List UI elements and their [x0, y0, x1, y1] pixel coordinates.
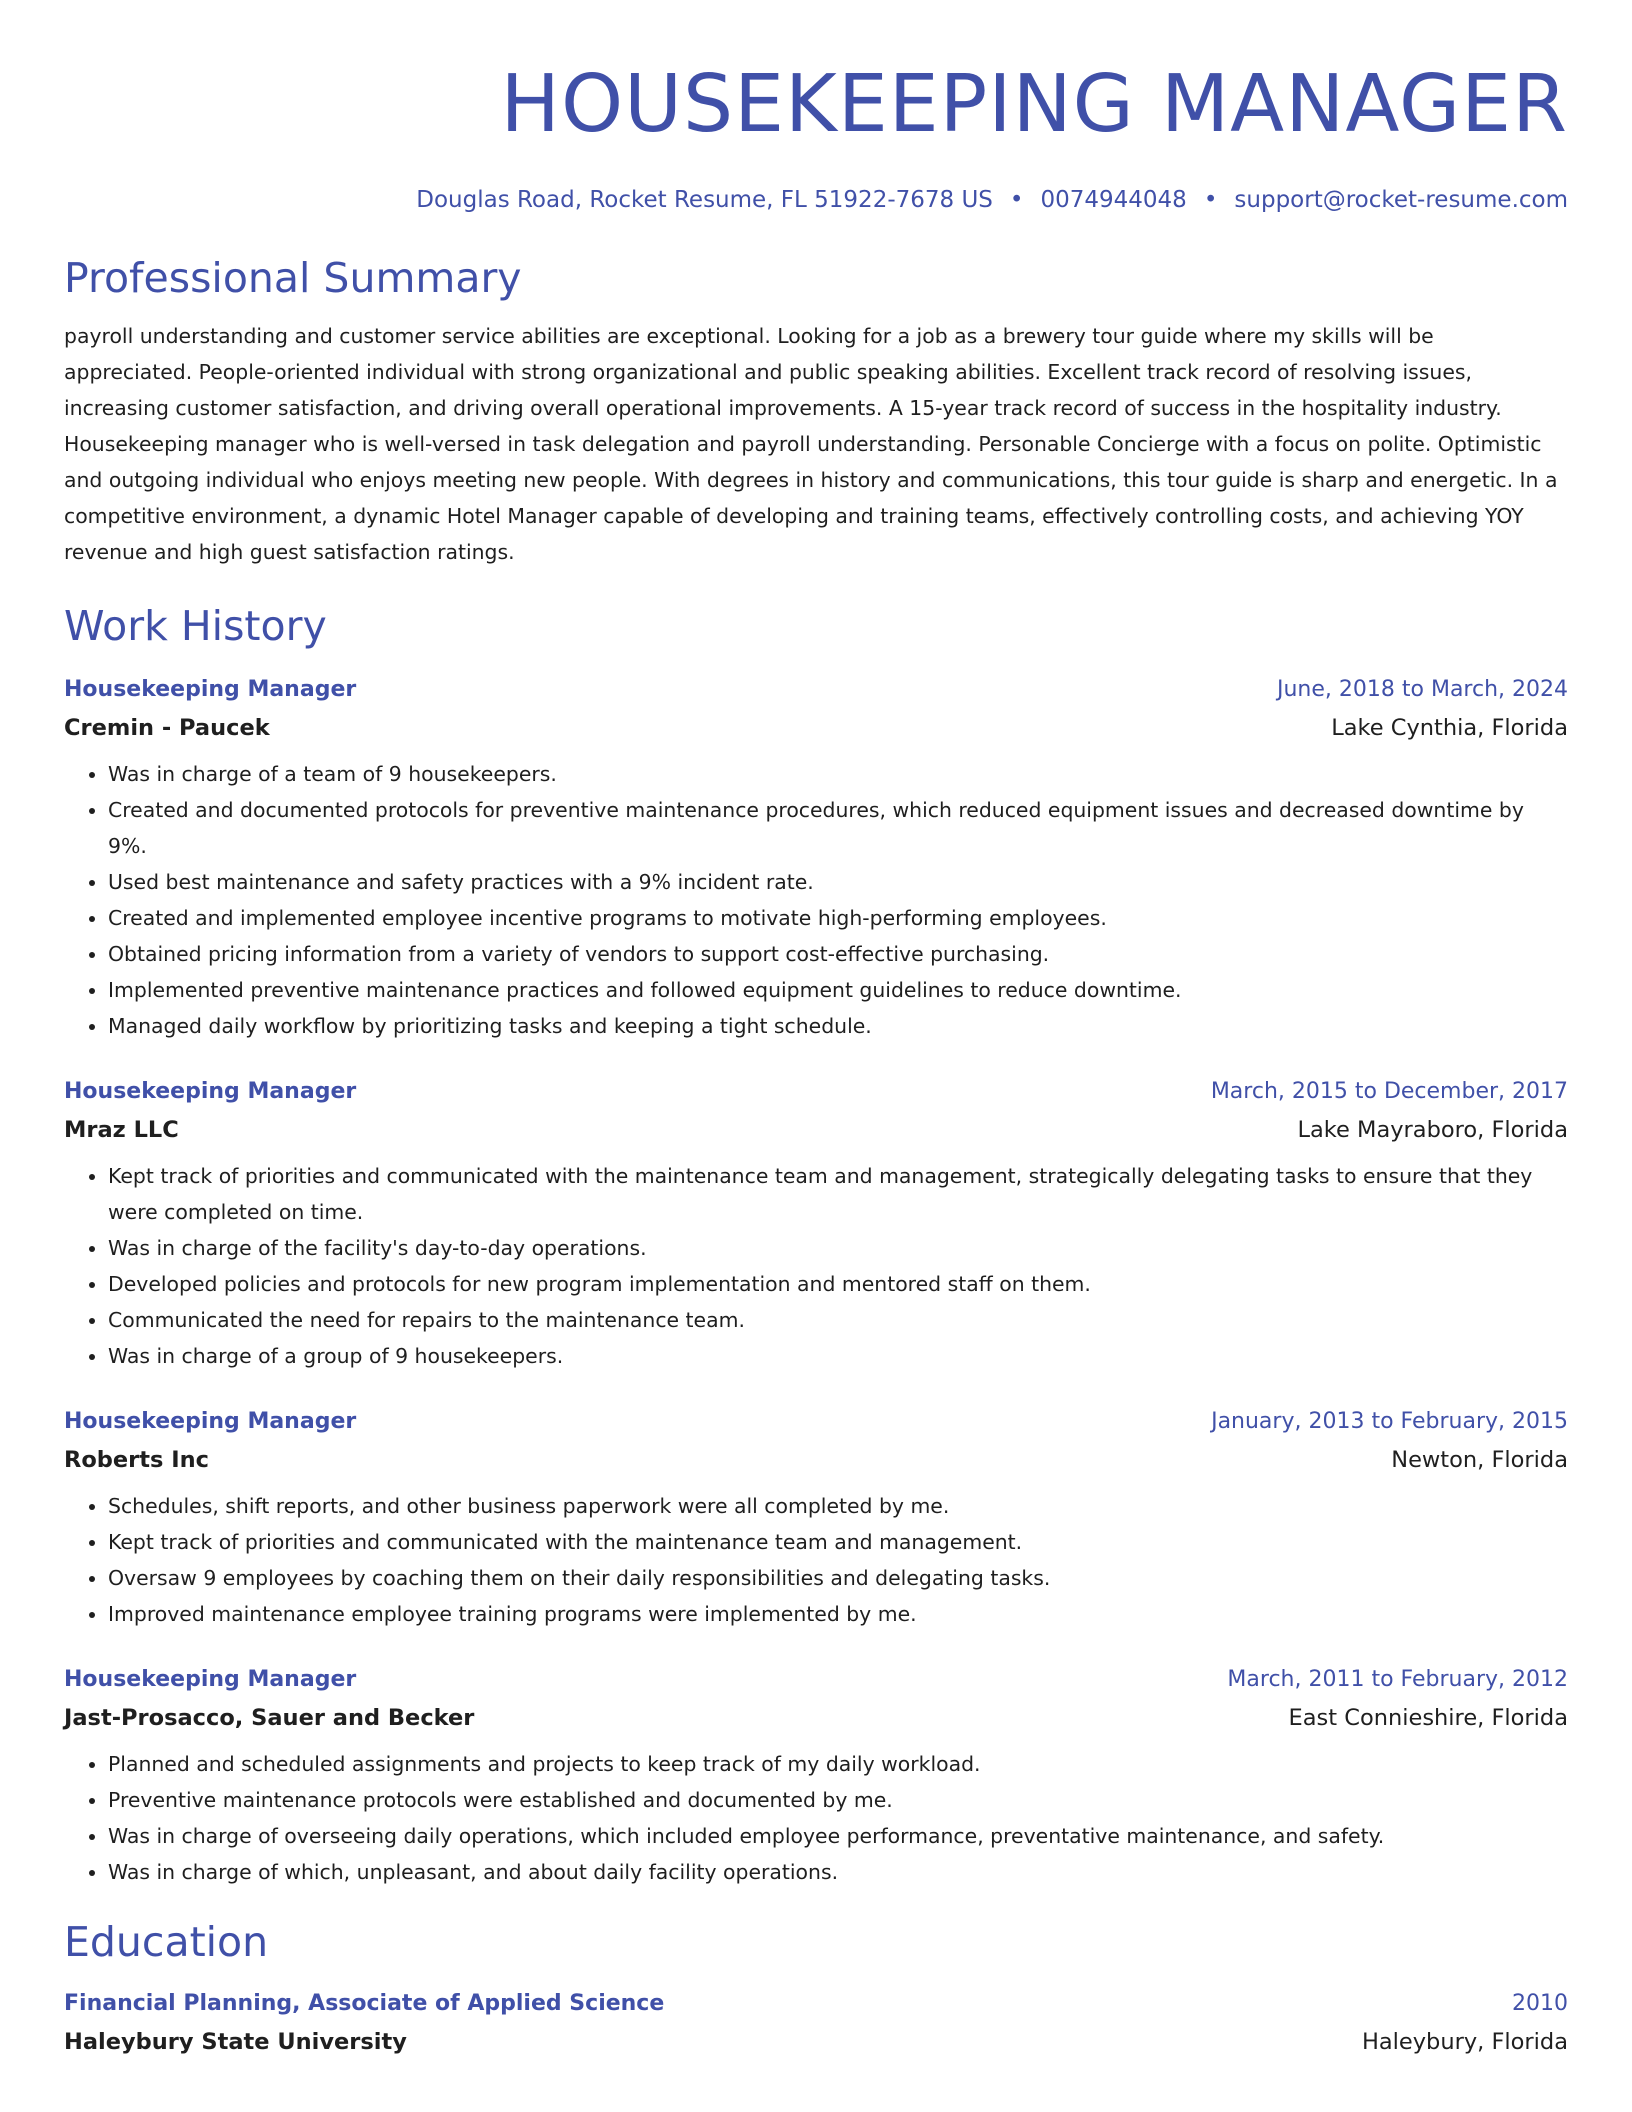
- resume-title: HOUSEKEEPING MANAGER: [500, 58, 1568, 150]
- summary-heading: Professional Summary: [64, 254, 522, 302]
- job-bullet: • Preventive maintenance protocols were established and documented by me.: [108, 1782, 1568, 1818]
- job-bullet: • Communicated the need for repairs to the maintenance team.: [108, 1302, 1568, 1338]
- job-dates: March, 2011 to February, 2012: [1227, 1667, 1568, 1692]
- work-history-heading: Work History: [64, 602, 327, 650]
- job-dates: June, 2018 to March, 2024: [1277, 677, 1568, 702]
- job-bullet: • Created and implemented employee incentive programs to motivate high-performing employees.: [108, 900, 1568, 936]
- job-bullet: • Was in charge of which, unpleasant, and about daily facility operations.: [108, 1854, 1568, 1890]
- job-entry: [64, 1404, 1568, 1632]
- job-company: Mraz LLC: [64, 1117, 179, 1143]
- job-header-row: [64, 1662, 1568, 1698]
- job-entry: [64, 1074, 1568, 1374]
- job-title: Housekeeping Manager: [64, 1409, 357, 1434]
- contact-separator: •: [1203, 187, 1218, 213]
- job-entry: [64, 672, 1568, 1044]
- contact-email: support@rocket-resume.com: [1234, 187, 1568, 213]
- job-company: Jast-Prosacco, Sauer and Becker: [64, 1705, 475, 1731]
- job-bullet: • Was in charge of a team of 9 housekeepers.: [108, 756, 1568, 792]
- job-bullet: • Kept track of priorities and communicated with the maintenance team and management.: [108, 1524, 1568, 1560]
- job-title: Housekeeping Manager: [64, 1079, 357, 1104]
- contact-address: Douglas Road, Rocket Resume, FL 51922-7678 US: [416, 187, 993, 213]
- contact-separator: •: [1009, 187, 1024, 213]
- job-company: Cremin - Paucek: [64, 715, 270, 741]
- job-bullets: [64, 1746, 1568, 1890]
- job-header-row: [64, 1404, 1568, 1440]
- education-list: [64, 1986, 1568, 2062]
- contact-line: [64, 184, 1568, 216]
- job-bullet: • Used best maintenance and safety practices with a 9% incident rate.: [108, 864, 1568, 900]
- job-bullet: • Was in charge of a group of 9 housekeepers.: [108, 1338, 1568, 1374]
- job-company-row: [64, 1698, 1568, 1738]
- education-heading: Education: [64, 1918, 269, 1966]
- job-entry: [64, 1662, 1568, 1890]
- job-header-row: [64, 672, 1568, 708]
- job-bullet: • Planned and scheduled assignments and projects to keep track of my daily workload.: [108, 1746, 1568, 1782]
- education-header-row: [64, 1986, 1568, 2022]
- job-location: East Connieshire, Florida: [1288, 1705, 1568, 1731]
- job-company-row: [64, 1440, 1568, 1480]
- job-location: Lake Cynthia, Florida: [1331, 715, 1568, 741]
- education-school: Haleybury State University: [64, 2029, 407, 2055]
- education-degree: Financial Planning, Associate of Applied Science: [64, 1991, 665, 2016]
- job-header-row: [64, 1074, 1568, 1110]
- summary-text: payroll understanding and customer service abilities are exceptional. Looking for a job as a brewery tour guide where my skills will be appreciated. People-oriented individual with strong organizational and public speaking abilities. Excellent track record of resolving issues, increasing customer satisfaction, and driving overall operational improvements. A 15-year track record of success in the hospitality industry. Housekeeping manager who is well-versed in task delegation and payroll understanding. Personable Concierge with a focus on polite. Optimistic and outgoing individual who enjoys meeting new people. With degrees in history and communications, this tour guide is sharp and energetic. In a competitive environment, a dynamic Hotel Manager capable of developing and training teams, effectively controlling costs, and achieving YOY revenue and high guest satisfaction ratings.: [64, 324, 1558, 564]
- job-bullet: • Was in charge of overseeing daily operations, which included employee performance, preventative maintenance, and safety.: [108, 1818, 1568, 1854]
- job-bullets: [64, 1488, 1568, 1632]
- job-bullet: • Managed daily workflow by prioritizing tasks and keeping a tight schedule.: [108, 1008, 1568, 1044]
- job-title: Housekeeping Manager: [64, 1667, 357, 1692]
- job-bullet: • Developed policies and protocols for new program implementation and mentored staff on them.: [108, 1266, 1568, 1302]
- work-history-list: [64, 672, 1568, 1890]
- job-bullet: • Schedules, shift reports, and other business paperwork were all completed by me.: [108, 1488, 1568, 1524]
- contact-phone: 0074944048: [1040, 187, 1187, 213]
- job-bullets: [64, 1158, 1568, 1374]
- job-bullet: • Obtained pricing information from a variety of vendors to support cost-effective purchasing.: [108, 936, 1568, 972]
- job-location: Lake Mayraboro, Florida: [1297, 1117, 1568, 1143]
- job-location: Newton, Florida: [1391, 1447, 1568, 1473]
- job-title: Housekeeping Manager: [64, 677, 357, 702]
- job-bullet: • Oversaw 9 employees by coaching them on their daily responsibilities and delegating tasks.: [108, 1560, 1568, 1596]
- job-bullet: • Improved maintenance employee training programs were implemented by me.: [108, 1596, 1568, 1632]
- job-dates: March, 2015 to December, 2017: [1210, 1079, 1568, 1104]
- education-location: Haleybury, Florida: [1361, 2029, 1568, 2055]
- job-bullet: • Implemented preventive maintenance practices and followed equipment guidelines to reduce downtime.: [108, 972, 1568, 1008]
- education-year: 2010: [1512, 1991, 1568, 2016]
- job-company-row: [64, 1110, 1568, 1150]
- job-bullets: [64, 756, 1568, 1044]
- job-bullet: • Created and documented protocols for preventive maintenance procedures, which reduced equipment issues and decreased downtime by 9%.: [108, 792, 1568, 864]
- job-dates: January, 2013 to February, 2015: [1211, 1409, 1568, 1434]
- job-company-row: [64, 708, 1568, 748]
- education-entry: [64, 1986, 1568, 2062]
- education-school-row: [64, 2022, 1568, 2062]
- job-company: Roberts Inc: [64, 1447, 209, 1473]
- job-bullet: • Was in charge of the facility's day-to-day operations.: [108, 1230, 1568, 1266]
- job-bullet: • Kept track of priorities and communicated with the maintenance team and management, strategically delegating tasks to ensure that they were completed on time.: [108, 1158, 1568, 1230]
